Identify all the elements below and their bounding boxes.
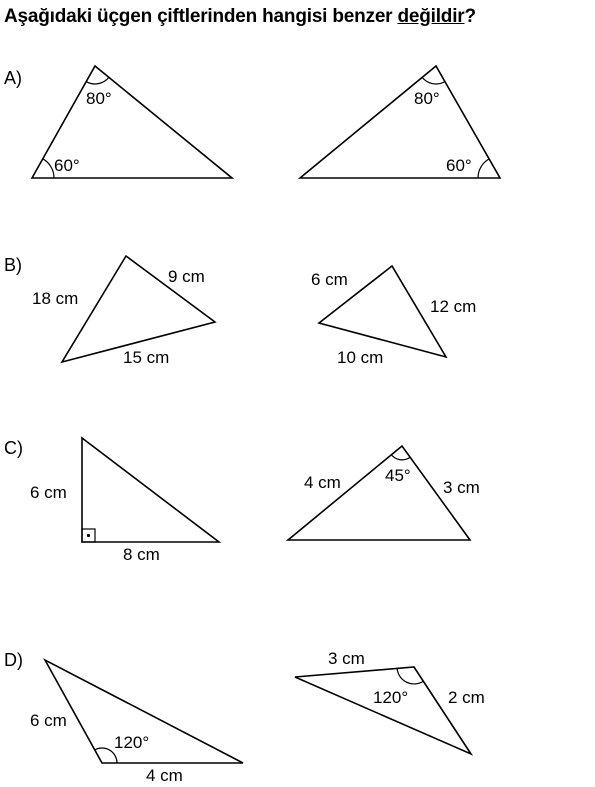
option-c-left-shape — [82, 438, 219, 542]
option-b-left-side-9: 9 cm — [168, 267, 205, 286]
option-a-label: A) — [4, 68, 22, 88]
option-b-right-side-12: 12 cm — [430, 297, 477, 316]
option-d-right-side-3: 3 cm — [328, 649, 365, 668]
option-b-right-side-6: 6 cm — [311, 270, 348, 289]
option-c-right-side-4: 4 cm — [304, 473, 341, 492]
option-d-right-shape — [295, 667, 471, 754]
option-d-left-triangle — [30, 660, 243, 785]
option-b-left-side-15: 15 cm — [123, 348, 170, 367]
option-d-right-angle-120: 120° — [373, 688, 409, 707]
option-a-right-angle-arc-top — [422, 77, 445, 84]
right-angle-dot — [87, 534, 90, 537]
option-a-left-triangle — [32, 66, 232, 178]
option-c-left-triangle — [30, 438, 219, 564]
question-main: Aşağıdaki üçgen çiftlerinden hangisi benzer — [4, 6, 398, 27]
option-c-right-triangle — [288, 446, 480, 540]
option-c-left-side-6: 6 cm — [30, 483, 67, 502]
option-d-label: D) — [4, 650, 23, 670]
option-d-left-side-4: 4 cm — [146, 766, 183, 785]
option-c-left-side-8: 8 cm — [123, 545, 160, 564]
option-a-left-angle-arc-bottom — [43, 159, 54, 178]
option-c-right-side-3: 3 cm — [443, 478, 480, 497]
option-b-label: B) — [4, 255, 22, 275]
question-mark: ? — [464, 6, 476, 27]
option-d-right-side-2: 2 cm — [448, 688, 485, 707]
option-a-right-triangle — [300, 66, 500, 178]
option-c-label: C) — [4, 438, 23, 458]
option-d-left-angle-120: 120° — [114, 733, 150, 752]
option-b-left-triangle — [32, 256, 215, 367]
option-a-right-angle-arc-bottom — [478, 159, 489, 178]
option-a-right-angle-bottom: 60° — [446, 156, 472, 175]
option-d-right-triangle — [295, 649, 485, 754]
option-a-left-angle-bottom: 60° — [54, 156, 80, 175]
option-b-left-side-18: 18 cm — [32, 289, 79, 308]
option-d-left-side-6: 6 cm — [30, 711, 67, 730]
option-b-right-side-10: 10 cm — [337, 348, 384, 367]
option-b-right-triangle — [311, 266, 476, 367]
question-underlined-word: değildir — [397, 6, 465, 27]
option-c-right-angle-arc — [391, 455, 410, 460]
option-c-right-angle-45: 45° — [385, 466, 411, 485]
option-a-left-angle-top: 80° — [86, 89, 112, 108]
option-a-right-angle-top: 80° — [414, 89, 440, 108]
option-a-left-angle-arc-top — [86, 77, 109, 84]
